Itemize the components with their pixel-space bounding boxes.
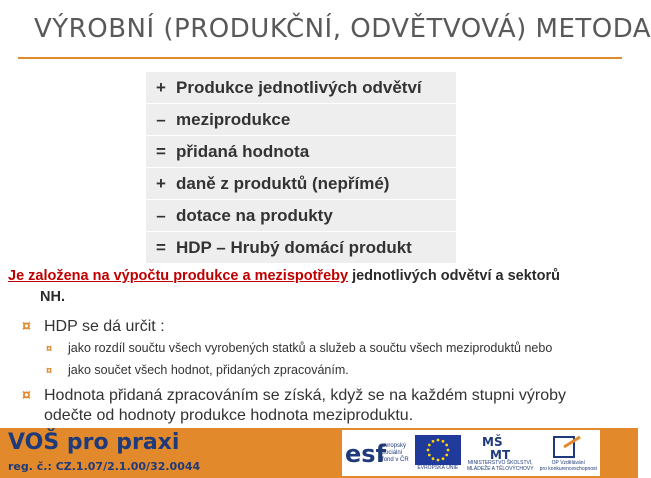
sub-bullet-item — [46, 339, 552, 358]
esf-caption: evropský — [382, 442, 407, 449]
op-logo-icon — [550, 434, 586, 460]
calc-operator: = — [156, 141, 166, 161]
intro-highlight: Je založena na výpočtu produkce a mezispotřeby — [8, 268, 349, 284]
title-underline — [18, 57, 622, 59]
op-caption: OP Vzdělávání — [551, 460, 585, 466]
intro-continuation: NH. — [40, 289, 65, 305]
calc-operator: = — [156, 237, 166, 257]
calc-operator: + — [156, 77, 166, 97]
calc-operator: – — [156, 109, 166, 129]
registration-number: reg. č.: CZ.1.07/2.1.00/32.0044 — [8, 460, 201, 473]
svg-text:MT: MT — [490, 448, 511, 462]
msmt-logo — [467, 433, 534, 473]
calc-row — [146, 136, 456, 167]
calc-row — [146, 200, 456, 231]
calc-text: HDP – Hrubý domácí produkt — [176, 237, 412, 257]
sub-bullet-item — [46, 361, 349, 380]
svg-text:MŠ: MŠ — [482, 435, 503, 449]
sub-bullet-text: jako rozdíl součtu všech vyrobených statků a služeb a součtu všech meziproduktů nebo — [68, 341, 553, 355]
bullet-marker-icon: ¤ — [22, 387, 31, 404]
calc-operator: – — [156, 205, 166, 225]
calc-text: dotace na produkty — [176, 205, 333, 225]
calc-row — [146, 168, 456, 199]
eu-caption: EVROPSKÁ UNIE — [417, 465, 459, 471]
footer-bar — [0, 428, 638, 478]
page-title: VÝROBNÍ (PRODUKČNÍ, ODVĚTVOVÁ) METODA — [34, 14, 651, 44]
bullet-marker-icon: ¤ — [46, 365, 53, 377]
calc-row — [146, 232, 456, 263]
bullet-text-continuation: odečte od hodnoty produkce hodnota meziproduktu. — [44, 407, 414, 424]
calc-text: daně z produktů (nepřímé) — [176, 173, 390, 193]
esf-logo-icon — [345, 438, 387, 468]
bullet-marker-icon: ¤ — [46, 343, 53, 355]
bullet-text: Hodnota přidaná zpracováním se získá, když se na každém stupni výroby — [44, 387, 567, 404]
calc-row — [146, 104, 456, 135]
eu-flag-icon — [415, 435, 461, 465]
calc-operator: + — [156, 173, 166, 193]
op-caption: pro konkurenceschopnost — [539, 466, 597, 472]
sub-bullet-text: jako součet všech hodnot, přidaných zpracováním. — [68, 363, 349, 377]
calc-text: přidaná hodnota — [176, 141, 310, 161]
logo-strip — [342, 430, 600, 476]
calc-row — [146, 72, 456, 103]
esf-logo — [345, 433, 409, 473]
calc-text: Produkce jednotlivých odvětví — [176, 77, 422, 97]
intro-paragraph — [8, 266, 628, 308]
brand-name: VOŠ pro praxi — [8, 430, 180, 455]
esf-caption: sociální — [382, 449, 403, 456]
msmt-logo-icon — [480, 434, 520, 460]
bullet-item — [22, 317, 165, 337]
bullet-marker-icon: ¤ — [22, 318, 31, 335]
msmt-caption: MINISTERSTVO ŠKOLSTVÍ, — [467, 460, 533, 466]
eu-logo — [415, 433, 461, 473]
esf-caption: fond v ČR — [382, 456, 409, 463]
calc-text: meziprodukce — [176, 109, 291, 129]
op-logo — [540, 433, 597, 473]
calculation-table — [146, 72, 456, 264]
bullet-text: HDP se dá určit : — [44, 318, 165, 335]
msmt-caption: MLÁDEŽE A TĚLOVÝCHOVY — [466, 466, 534, 472]
svg-text:esf: esf — [345, 440, 387, 468]
intro-rest: jednotlivých odvětví a sektorů — [348, 268, 560, 284]
bullet-item — [22, 386, 622, 426]
